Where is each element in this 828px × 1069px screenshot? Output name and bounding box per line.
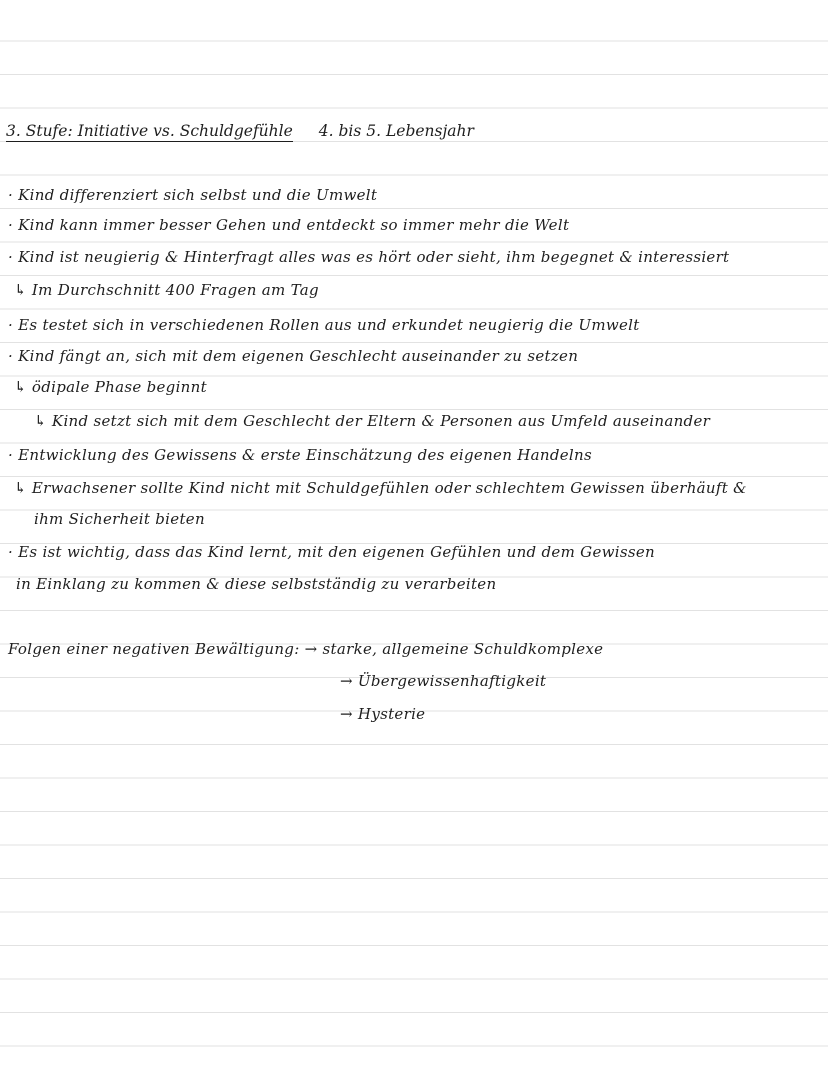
- stage-title: 3. Stufe: Initiative vs. Schuldgefühle: [6, 122, 293, 140]
- note-line: · Kind ist neugierig & Hinterfragt alles was es hört oder sieht, ihm begegnet & interessiert: [8, 248, 730, 266]
- note-line: in Einklang zu kommen & diese selbstständig zu verarbeiten: [16, 575, 497, 593]
- note-line: ↳ Erwachsener sollte Kind nicht mit Schuldgefühlen oder schlechtem Gewissen überhäuft &: [14, 479, 747, 497]
- note-line: ↳ Kind setzt sich mit dem Geschlecht der Eltern & Personen aus Umfeld auseinander: [34, 412, 711, 430]
- note-line: → Übergewissenhaftigkeit: [340, 672, 547, 690]
- note-line: · Kind differenziert sich selbst und die Umwelt: [8, 186, 378, 204]
- note-line: · Es ist wichtig, dass das Kind lernt, mit den eigenen Gefühlen und dem Gewissen: [8, 543, 655, 561]
- note-line: · Es testet sich in verschiedenen Rollen aus und erkundet neugierig die Umwelt: [8, 316, 640, 334]
- note-line: Folgen einer negativen Bewältigung: → starke, allgemeine Schuldkomplexe: [8, 640, 604, 658]
- note-line: ↳ ödipale Phase beginnt: [14, 378, 207, 396]
- note-line: → Hysterie: [340, 705, 426, 723]
- section-heading: [6, 122, 474, 140]
- note-line: · Kind fängt an, sich mit dem eigenen Geschlecht auseinander zu setzen: [8, 347, 579, 365]
- note-line: ihm Sicherheit bieten: [34, 510, 205, 528]
- note-line: ↳ Im Durchschnitt 400 Fragen am Tag: [14, 281, 319, 299]
- age-range: 4. bis 5. Lebensjahr: [318, 122, 474, 140]
- note-line: · Kind kann immer besser Gehen und entdeckt so immer mehr die Welt: [8, 216, 570, 234]
- note-line: · Entwicklung des Gewissens & erste Einschätzung des eigenen Handelns: [8, 446, 592, 464]
